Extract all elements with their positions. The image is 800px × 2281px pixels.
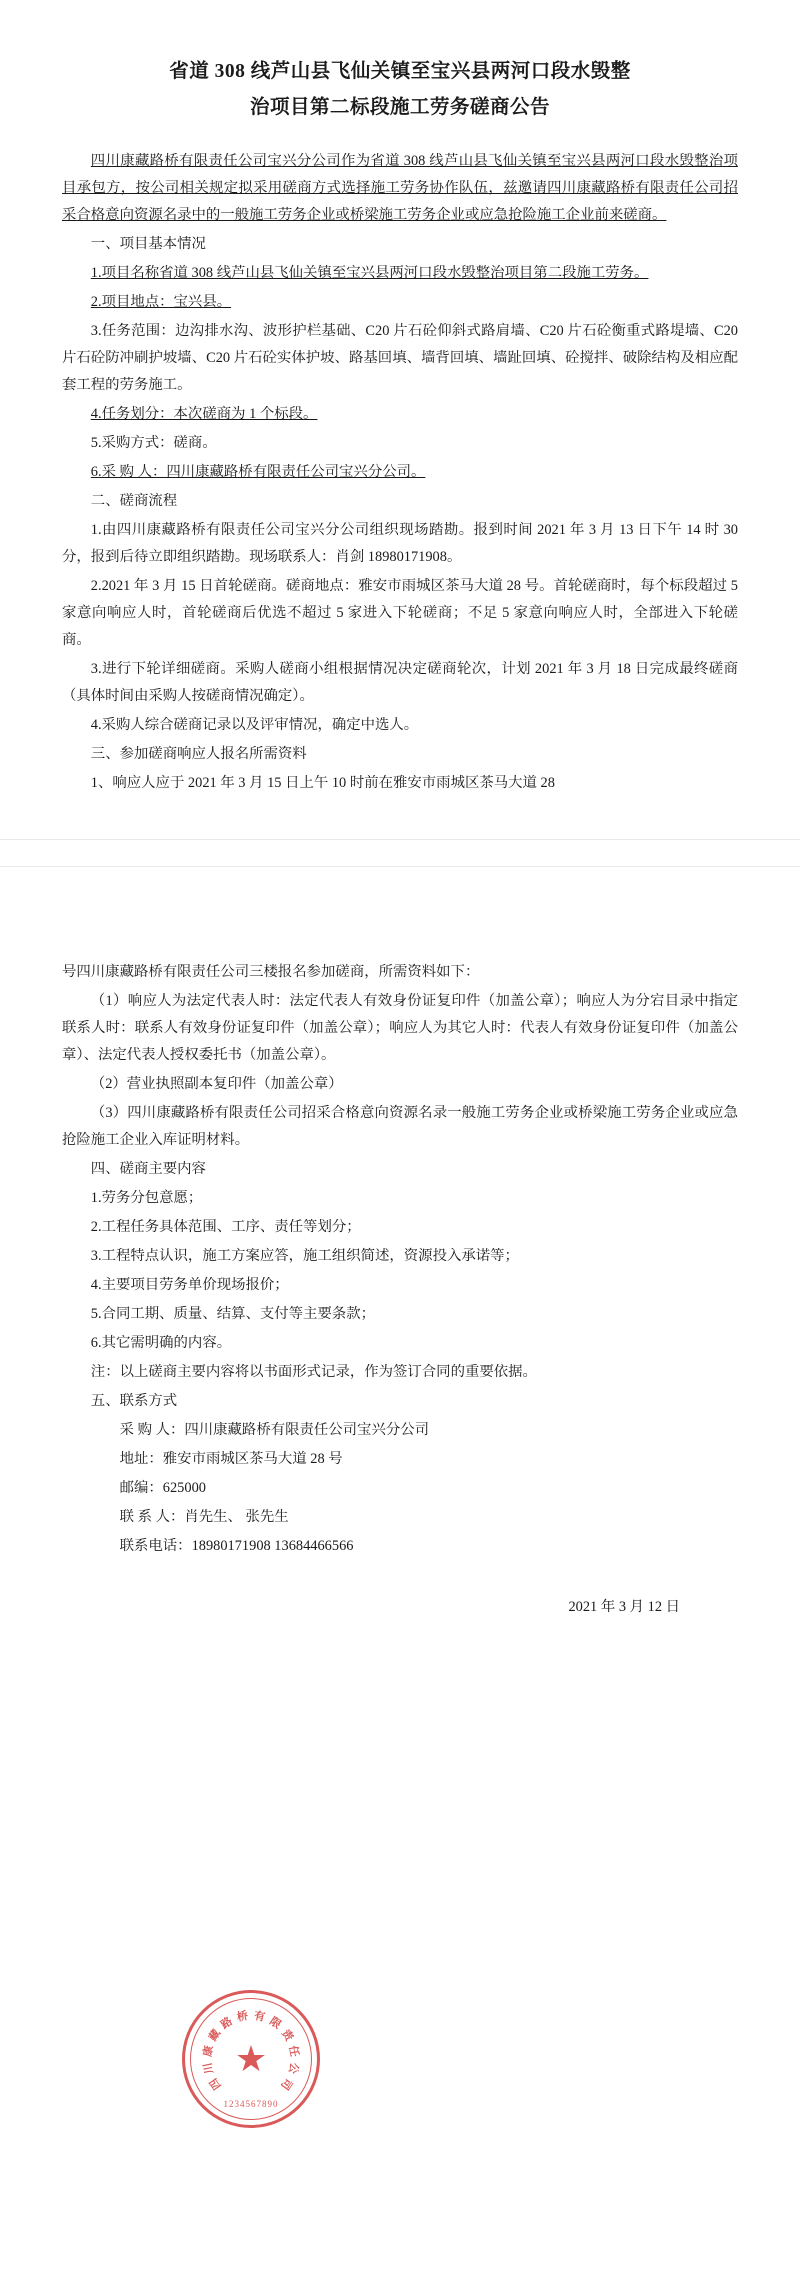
contact-label-phone: 联系电话： — [119, 1538, 192, 1554]
seal-arc-text: 四 川 康 藏 路 桥 有 限 责 任 公 司 — [201, 2009, 301, 2092]
page-break — [0, 839, 800, 867]
section-heading-2: 二、磋商流程 — [90, 493, 178, 509]
intro-paragraph: 四川康藏路桥有限责任公司宝兴分公司作为省道 308 线芦山县飞仙关镇至宝兴县两河口段水毁整治项目承包方，按公司相关规定拟采用磋商方式选择施工劳务协作队伍，兹邀请四川康藏路桥有限责任公司招采合格意向资源名录中的一般施工劳务企业或桥梁施工劳务企业或应急抢险施工企业前来磋商。 — [62, 153, 738, 223]
contact-row-phone — [62, 1533, 738, 1560]
section-1-item-3: 3.任务范围：边沟排水沟、波形护栏基础、C20 片石砼仰斜式路肩墙、C20 片石砼衡重式路堤墙、C20 片石砼防冲刷护坡墙、C20 片石砼实体护坡、路基回填、墙背回填、墙趾回填、砼搅拌、破除结构及相应配套工程的劳务施工。 — [62, 323, 738, 393]
contact-row-address — [62, 1446, 738, 1473]
section-3-item-1-part-2: 号四川康藏路桥有限责任公司三楼报名参加磋商，所需资料如下： — [62, 964, 480, 980]
section-2-item-1: 1.由四川康藏路桥有限责任公司宝兴分公司组织现场踏勘。报到时间 2021 年 3 月 13 日下午 14 时 30 分，报到后待立即组织踏勘。现场联系人：肖剑 18980171908。 — [62, 522, 738, 565]
contact-value-phone: 18980171908 13684466566 — [191, 1538, 354, 1554]
section-4-item-2: 2.工程任务具体范围、工序、责任等划分； — [90, 1219, 361, 1235]
contact-value-purchaser: 四川康藏路桥有限责任公司宝兴分公司 — [184, 1422, 430, 1438]
seal-bottom-text: 1234567890 — [223, 2099, 279, 2109]
contact-label-person: 联 系 人： — [119, 1509, 185, 1525]
section-4-note: 注：以上磋商主要内容将以书面形式记录，作为签订合同的重要依据。 — [90, 1364, 537, 1380]
document-page-2 — [0, 867, 800, 2109]
section-1-item-1: 1.项目名称省道 308 线芦山县飞仙关镇至宝兴县两河口段水毁整治项目第二段施工劳务。 — [90, 265, 649, 281]
section-4-item-1: 1.劳务分包意愿； — [90, 1190, 203, 1206]
section-2-item-4: 4.采购人综合磋商记录以及评审情况，确定中选人。 — [90, 717, 419, 733]
contact-label-postcode: 邮编： — [119, 1480, 163, 1496]
company-seal-stamp — [182, 1990, 320, 2128]
section-3-item-2: （1）响应人为法定代表人时：法定代表人有效身份证复印件（加盖公章）；响应人为分宕目录中指定联系人时：联系人有效身份证复印件（加盖公章）；响应人为其它人时：代表人有效身份证复印件（加盖公章）、法定代表人授权委托书（加盖公章）。 — [62, 993, 738, 1063]
section-1-item-2: 2.项目地点：宝兴县。 — [90, 294, 232, 310]
section-4-item-5: 5.合同工期、质量、结算、支付等主要条款； — [90, 1306, 376, 1322]
contact-value-person: 肖先生、 张先生 — [184, 1509, 289, 1525]
document-page-1 — [0, 0, 800, 839]
section-2-item-3: 3.进行下轮详细磋商。采购人磋商小组根据情况决定磋商轮次，计划 2021 年 3 月 18 日完成最终磋商（具体时间由采购人按磋商情况确定）。 — [62, 661, 738, 704]
section-1-item-4: 4.任务划分：本次磋商为 1 个标段。 — [90, 406, 318, 422]
contact-value-address: 雅安市雨城区茶马大道 28 号 — [162, 1451, 343, 1467]
section-4-item-3: 3.工程特点认识，施工方案应答，施工组织简述，资源投入承诺等； — [90, 1248, 519, 1264]
section-2-item-2: 2.2021 年 3 月 15 日首轮磋商。磋商地点：雅安市雨城区茶马大道 28 号。首轮磋商时，每个标段超过 5 家意向响应人时，首轮磋商后优选不超过 5 家进入下轮磋商；不足 5 家意向响应人时，全部进入下轮磋商。 — [62, 578, 738, 648]
contact-label-address: 地址： — [119, 1451, 163, 1467]
page-title — [62, 54, 738, 126]
contact-label-purchaser: 采 购 人： — [119, 1422, 185, 1438]
section-heading-4: 四、磋商主要内容 — [90, 1161, 206, 1177]
seal-inner-ring — [190, 1998, 312, 2120]
section-3-item-4: （3）四川康藏路桥有限责任公司招采合格意向资源名录一般施工劳务企业或桥梁施工劳务企业或应急抢险施工企业入库证明材料。 — [62, 1105, 738, 1148]
section-heading-1: 一、项目基本情况 — [90, 236, 206, 252]
star-icon: ★ — [234, 2039, 268, 2079]
contact-row-purchaser — [62, 1417, 738, 1444]
contact-block — [62, 1417, 738, 1560]
contact-row-postcode — [62, 1475, 738, 1502]
sign-date: 2021 年 3 月 12 日 — [568, 1599, 680, 1615]
contact-row-person — [62, 1504, 738, 1531]
section-heading-5: 五、联系方式 — [90, 1393, 178, 1409]
section-1-item-5: 5.采购方式：磋商。 — [90, 435, 217, 451]
section-3-item-1-part-1: 1、响应人应于 2021 年 3 月 15 日上午 10 时前在雅安市雨城区茶马大道 28 — [90, 775, 555, 791]
contact-value-postcode: 625000 — [162, 1480, 206, 1496]
section-3-item-3: （2）营业执照副本复印件（加盖公章） — [90, 1076, 343, 1092]
page-title-line-2: 治项目第二标段施工劳务磋商公告 — [249, 97, 550, 118]
page-title-line-1: 省道 308 线芦山县飞仙关镇至宝兴县两河口段水毁整 — [169, 61, 631, 82]
section-4-item-4: 4.主要项目劳务单价现场报价； — [90, 1277, 289, 1293]
section-1-item-6: 6.采 购 人：四川康藏路桥有限责任公司宝兴分公司。 — [90, 464, 426, 480]
section-4-item-6: 6.其它需明确的内容。 — [90, 1335, 232, 1351]
section-heading-3: 三、参加磋商响应人报名所需资料 — [90, 746, 307, 762]
